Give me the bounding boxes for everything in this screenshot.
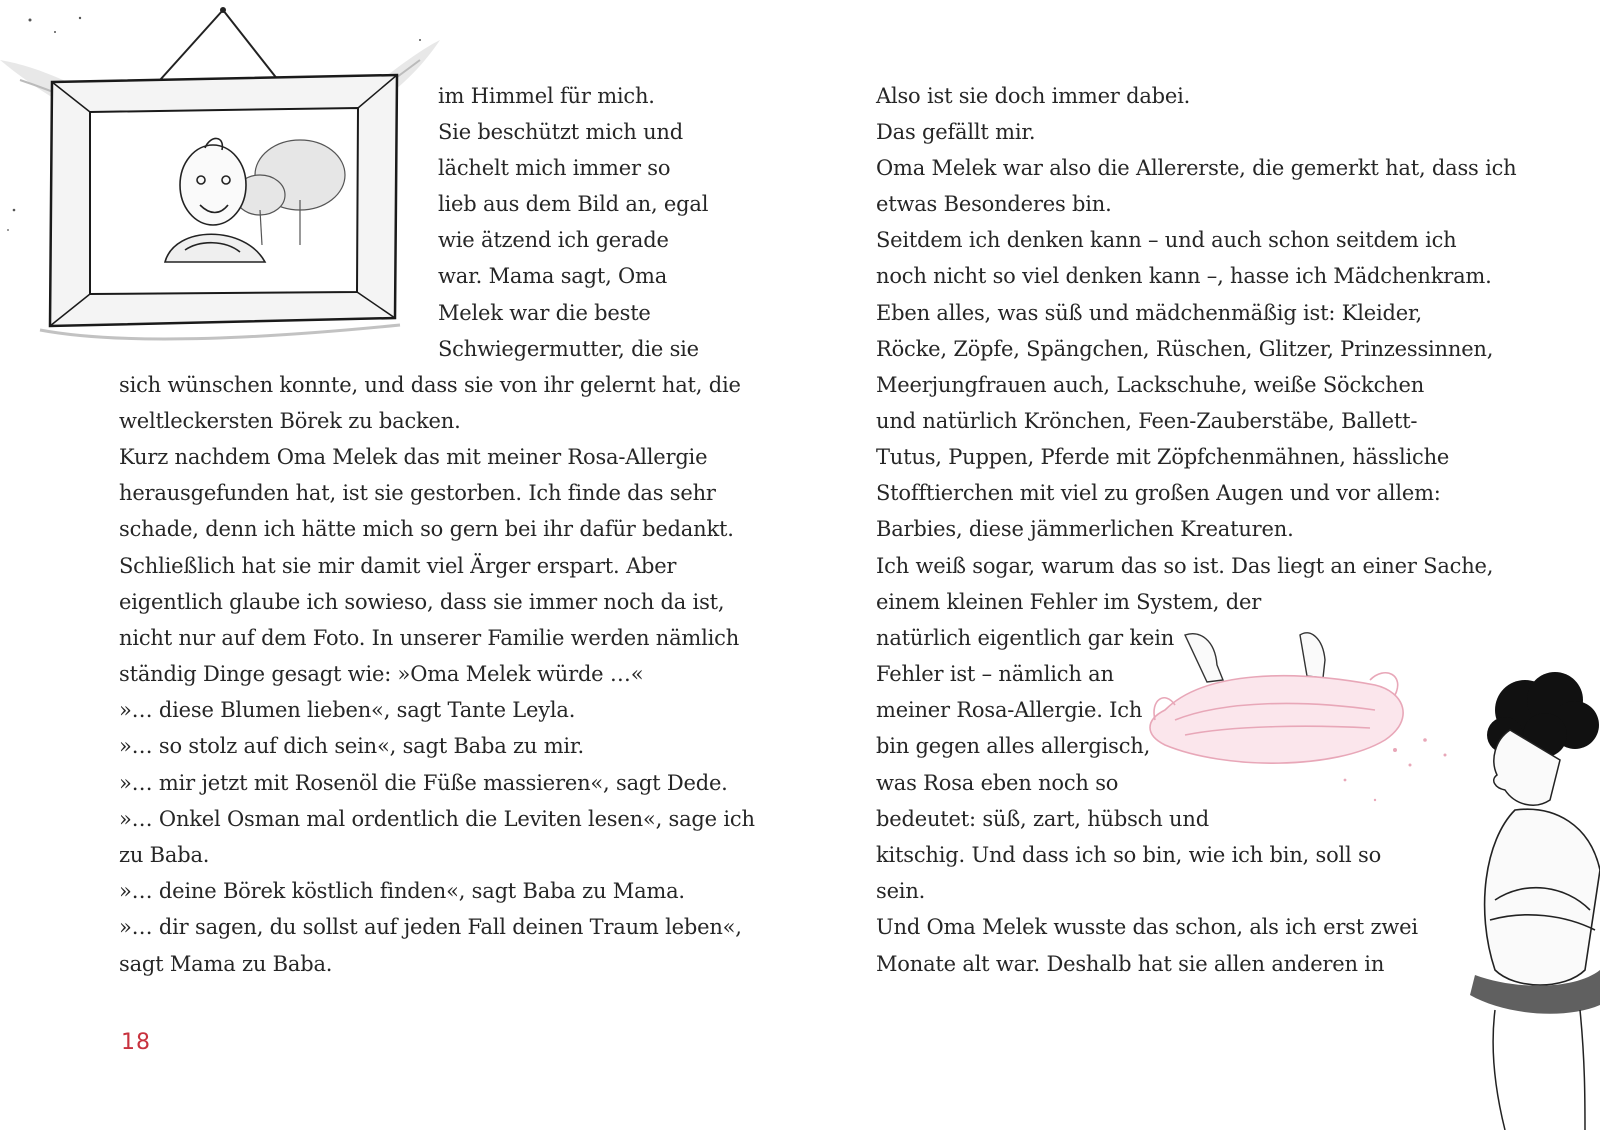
text-line: schade, denn ich hätte mich so gern bei ihr dafür bedankt.: [119, 517, 734, 541]
text-line: Seitdem ich denken kann – und auch schon seitdem ich: [876, 228, 1457, 252]
text-line: ständig Dinge gesagt wie: »Oma Melek würde …«: [119, 662, 644, 686]
text-line: Und Oma Melek wusste das schon, als ich erst zwei: [876, 915, 1418, 939]
text-line: etwas Besonderes bin.: [876, 192, 1112, 216]
text-line: natürlich eigentlich gar kein: [876, 626, 1175, 650]
framed-portrait-illustration: [0, 0, 440, 360]
text-line: und natürlich Krönchen, Feen-Zauberstäbe, Ballett-: [876, 409, 1418, 433]
text-line: nicht nur auf dem Foto. In unserer Familie werden nämlich: [119, 626, 740, 650]
text-line: Das gefällt mir.: [876, 120, 1036, 144]
text-line: Stofftierchen mit viel zu großen Augen und vor allem:: [876, 481, 1441, 505]
text-line: Eben alles, was süß und mädchenmäßig ist: Kleider,: [876, 301, 1422, 325]
text-line: wie ätzend ich gerade: [438, 228, 669, 252]
text-line: Oma Melek war also die Allererste, die gemerkt hat, dass ich: [876, 156, 1517, 180]
text-line: Melek war die beste: [438, 301, 651, 325]
text-line: noch nicht so viel denken kann –, hasse ich Mädchenkram.: [876, 264, 1492, 288]
text-line: Fehler ist – nämlich an: [876, 662, 1114, 686]
text-line: bin gegen alles allergisch,: [876, 734, 1151, 758]
sneezing-child-illustration: [1145, 610, 1600, 1130]
text-line: »… mir jetzt mit Rosenöl die Füße massieren«, sagt Dede.: [119, 771, 728, 795]
text-line: Monate alt war. Deshalb hat sie allen anderen in: [876, 952, 1385, 976]
text-line: Meerjungfrauen auch, Lackschuhe, weiße Söckchen: [876, 373, 1425, 397]
sneezing-child-drawing: [1145, 610, 1600, 1130]
text-line: weltleckersten Börek zu backen.: [119, 409, 461, 433]
text-line: Röcke, Zöpfe, Spängchen, Rüschen, Glitzer, Prinzessinnen,: [876, 337, 1494, 361]
text-line: Also ist sie doch immer dabei.: [876, 84, 1191, 108]
text-line: kitschig. Und dass ich so bin, wie ich bin, soll so: [876, 843, 1382, 867]
text-line: »… deine Börek köstlich finden«, sagt Baba zu Mama.: [119, 879, 685, 903]
page-number: 18: [121, 1030, 151, 1055]
text-line: sein.: [876, 879, 926, 903]
text-line: war. Mama sagt, Oma: [438, 264, 668, 288]
text-line: Kurz nachdem Oma Melek das mit meiner Rosa-Allergie: [119, 445, 708, 469]
text-line: »… Onkel Osman mal ordentlich die Leviten lesen«, sage ich: [119, 807, 755, 831]
text-line: lieb aus dem Bild an, egal: [438, 192, 709, 216]
text-line: einem kleinen Fehler im System, der: [876, 590, 1262, 614]
text-line: Schließlich hat sie mir damit viel Ärger erspart. Aber: [119, 554, 677, 578]
text-line: meiner Rosa-Allergie. Ich: [876, 698, 1143, 722]
text-line: eigentlich glaube ich sowieso, dass sie immer noch da ist,: [119, 590, 725, 614]
text-line: herausgefunden hat, ist sie gestorben. Ich finde das sehr: [119, 481, 716, 505]
text-line: zu Baba.: [119, 843, 210, 867]
text-line: »… diese Blumen lieben«, sagt Tante Leyla.: [119, 698, 576, 722]
text-line: sagt Mama zu Baba.: [119, 952, 333, 976]
text-line: bedeutet: süß, zart, hübsch und: [876, 807, 1209, 831]
text-line: lächelt mich immer so: [438, 156, 671, 180]
text-line: Ich weiß sogar, warum das so ist. Das liegt an einer Sache,: [876, 554, 1494, 578]
text-line: Tutus, Puppen, Pferde mit Zöpfchenmähnen, hässliche: [876, 445, 1450, 469]
text-line: »… so stolz auf dich sein«, sagt Baba zu mir.: [119, 734, 584, 758]
text-line: Sie beschützt mich und: [438, 120, 683, 144]
right-page: [800, 0, 1600, 1130]
text-line: »… dir sagen, du sollst auf jeden Fall deinen Traum leben«,: [119, 915, 742, 939]
text-line: was Rosa eben noch so: [876, 771, 1119, 795]
text-line: Barbies, diese jämmerlichen Kreaturen.: [876, 517, 1294, 541]
framed-portrait-drawing: [0, 0, 440, 360]
text-line: sich wünschen konnte, und dass sie von ihr gelernt hat, die: [119, 373, 741, 397]
text-line: im Himmel für mich.: [438, 84, 655, 108]
text-line: Schwiegermutter, die sie: [438, 337, 699, 361]
